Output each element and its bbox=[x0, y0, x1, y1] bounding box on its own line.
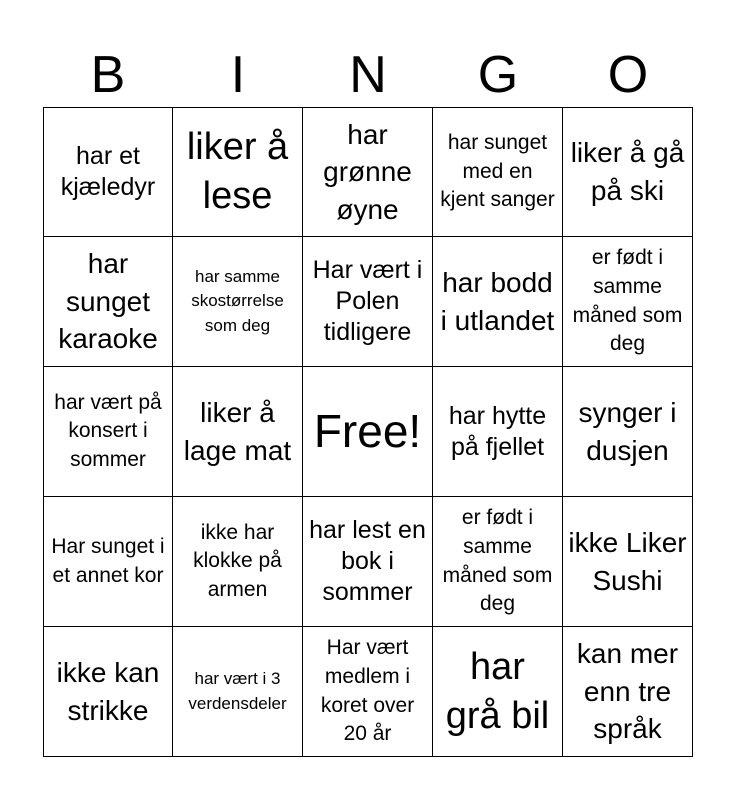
bingo-cell-text: har grønne øyne bbox=[323, 118, 412, 225]
bingo-cell-text: Har sunget i et annet kor bbox=[51, 534, 165, 587]
bingo-cell-r5-c4[interactable] bbox=[433, 627, 563, 757]
bingo-cell-r3-c4[interactable] bbox=[433, 367, 563, 497]
bingo-cell-r3-c5[interactable] bbox=[563, 367, 693, 497]
bingo-cell-r2-c4[interactable] bbox=[433, 237, 563, 367]
bingo-cell-text: har samme skostørrelse som deg bbox=[191, 266, 284, 335]
bingo-cell-r1-c5[interactable] bbox=[563, 107, 693, 237]
bingo-cell-r3-c1[interactable] bbox=[43, 367, 173, 497]
bingo-cell-text: har hytte på fjellet bbox=[448, 401, 547, 461]
bingo-cell-r5-c1[interactable] bbox=[43, 627, 173, 757]
bingo-cell-text: har vært på konsert i sommer bbox=[54, 390, 162, 471]
header-letter-i: I bbox=[230, 46, 246, 104]
bingo-cell-r1-c3[interactable] bbox=[303, 107, 433, 237]
bingo-cell-r5-c5[interactable] bbox=[563, 627, 693, 757]
bingo-cell-text: ikke har klokke på armen bbox=[193, 520, 282, 601]
bingo-cell-r2-c5[interactable] bbox=[563, 237, 693, 367]
bingo-cell-r4-c3[interactable] bbox=[303, 497, 433, 627]
bingo-cell-r4-c5[interactable] bbox=[563, 497, 693, 627]
bingo-cell-r4-c1[interactable] bbox=[43, 497, 173, 627]
free-space-text: Free! bbox=[313, 405, 422, 458]
bingo-cell-text: Har vært i Polen tidligere bbox=[312, 256, 423, 346]
bingo-cell-r3-c2[interactable] bbox=[173, 367, 303, 497]
bingo-cell-text: har sunget karaoke bbox=[58, 248, 158, 355]
bingo-cell-text: liker å lage mat bbox=[183, 396, 292, 466]
bingo-cell-r1-c2[interactable] bbox=[173, 107, 303, 237]
header-letter-o: O bbox=[607, 46, 649, 104]
bingo-cell-r3-c3-free[interactable] bbox=[303, 367, 433, 497]
bingo-cell-r5-c3[interactable] bbox=[303, 627, 433, 757]
bingo-cell-r2-c2[interactable] bbox=[173, 237, 303, 367]
bingo-cell-text: ikke kan strikke bbox=[56, 656, 160, 726]
bingo-cell-r4-c2[interactable] bbox=[173, 497, 303, 627]
bingo-cell-text: har vært i 3 verdensdeler bbox=[188, 668, 287, 713]
bingo-cell-text: er født i samme måned som deg bbox=[442, 506, 553, 616]
bingo-cell-r2-c1[interactable] bbox=[43, 237, 173, 367]
bingo-cell-text: har bodd i utlandet bbox=[440, 266, 555, 336]
bingo-cell-text: kan mer enn tre språk bbox=[576, 638, 679, 745]
bingo-cell-r2-c3[interactable] bbox=[303, 237, 433, 367]
bingo-header bbox=[43, 44, 693, 106]
bingo-cell-text: liker å gå på ski bbox=[570, 137, 685, 206]
bingo-cell-text: har sunget med en kjent sanger bbox=[440, 131, 555, 212]
bingo-cell-text: har grå bil bbox=[445, 645, 550, 737]
bingo-cell-text: har et kjæledyr bbox=[60, 142, 156, 201]
bingo-cell-r5-c2[interactable] bbox=[173, 627, 303, 757]
bingo-cell-r4-c4[interactable] bbox=[433, 497, 563, 627]
bingo-cell-r1-c4[interactable] bbox=[433, 107, 563, 237]
bingo-cell-text: Har vært medlem i koret over 20 år bbox=[320, 636, 415, 746]
bingo-cell-r1-c1[interactable] bbox=[43, 107, 173, 237]
bingo-cell-text: synger i dusjen bbox=[578, 396, 677, 466]
bingo-cell-text: ikke Liker Sushi bbox=[568, 526, 687, 596]
bingo-cell-text: liker å lese bbox=[186, 126, 289, 217]
bingo-board bbox=[43, 107, 693, 757]
bingo-cell-text: har lest en bok i sommer bbox=[309, 516, 426, 606]
header-letter-g: G bbox=[477, 46, 519, 104]
bingo-cell-text: er født i samme måned som deg bbox=[572, 246, 683, 356]
header-letter-b: B bbox=[90, 46, 126, 104]
header-letter-n: N bbox=[349, 46, 387, 104]
